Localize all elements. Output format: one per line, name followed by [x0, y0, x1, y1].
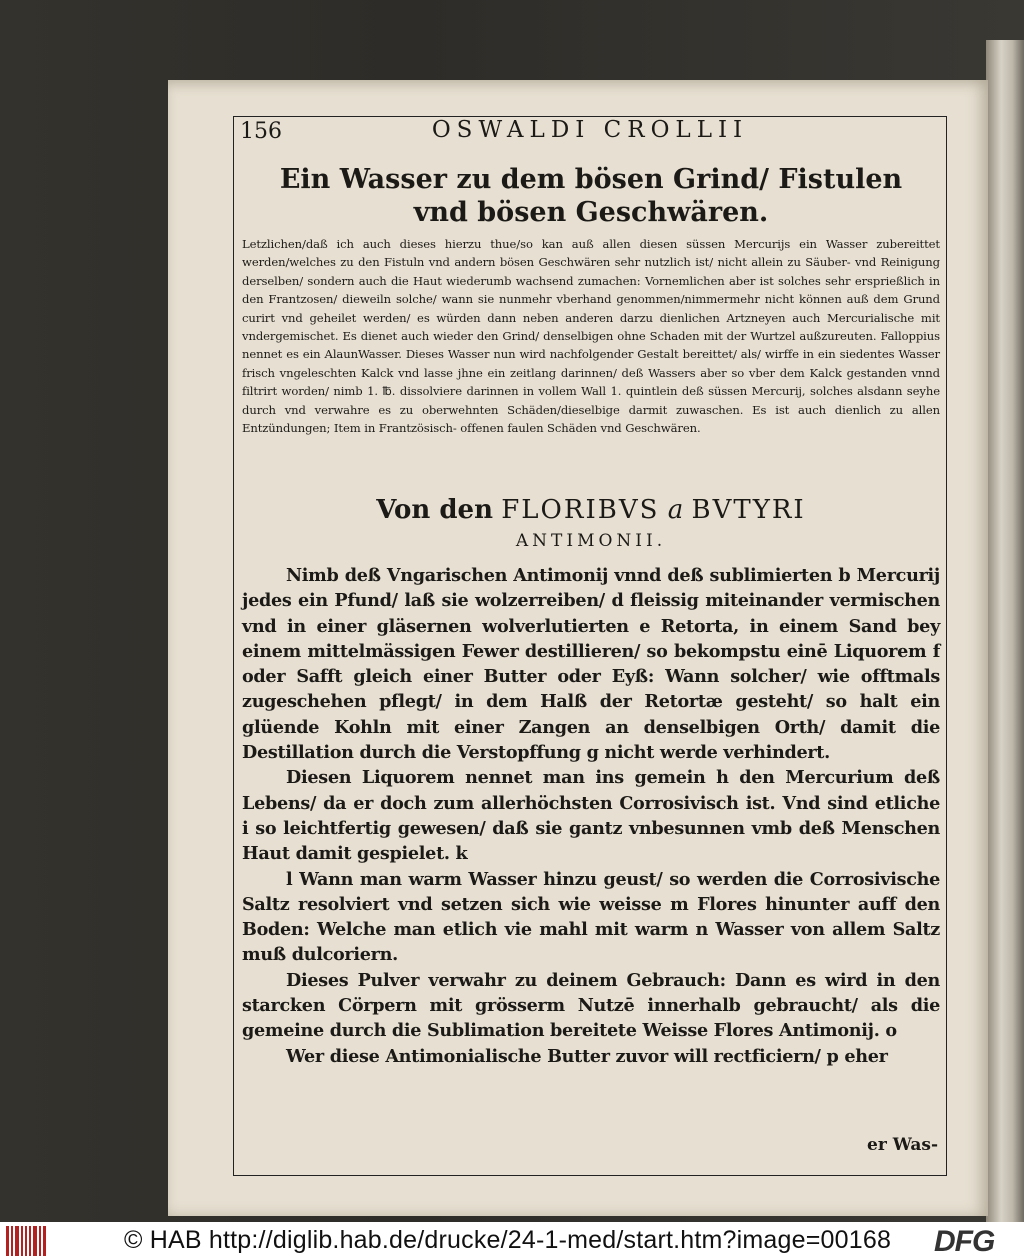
viewer-footer — [0, 1222, 1024, 1260]
body-paragraph: Wer diese Antimonialische Butter zuvor will rectficiern/ p eher — [286, 1045, 888, 1067]
running-head: OSWALDI CROLLII — [431, 117, 749, 143]
page-edge — [986, 40, 1024, 1222]
section-paragraph-water: Letzlichen/daß ich auch dieses hierzu thue/so kan auß allen diesen süssen Mercurijs ein Wasser zubereittet werden/welches zu den Fistuln vnd andern bösen Geschwären sehr nutzlich ist/ nicht allein zu Säuber- vnd Reinigung derselben/ sondern auch die Haut wiederumb wachsend zumachen: Vornemlichen aber ist solches sehr ersprießlich in den Frantzosen/ dieweiln solche/ wann sie nunmehr vberhand genommen/nimmermehr nicht können auß dem Grund curirt vnd geheilet werden/ es würden dann neben anderen darzu dienlichen Artzneyen auch Mercurialische mit vndergemischet. Es dienet auch wieder den Grind/ denselbigen ohne Schaden mit der Wurtzel außzureuten. Falloppius nennet es ein AlaunWasser. Dieses Wasser nun wird nachfolgender Gestalt bereittet/ als/ wirffe in ein siedentes Wasser frisch vngeleschten Kalck vnd lasse jhne ein zeitlang darinnen/ deß Wassers aber so vber dem Kalck gestanden vnnd filtrirt worden/ nimb 1. ℔. dissolviere darinnen in vollem Wall 1. quintlein deß süssen Mercurij, solches alsdann seyhe durch vnd verwahre es zu oberwehnten Schäden/dieselbige darmit zuwaschen. Es ist auch dienlich zu allen Entzündungen; Item in Frantzösisch- offenen faulen Schäden vnd Geschwären. — [242, 237, 940, 436]
page-number: 156 — [240, 119, 282, 144]
book-page — [168, 80, 988, 1216]
hab-barcode-icon — [6, 1226, 46, 1256]
body-paragraph: Diesen Liquorem nennet man ins gemein h den Mercurium deß Lebens/ da er doch zum allerhöchsten Corrosivisch ist. Vnd sind etliche i so leichtfertig gewesen/ daß sie gantz vnbesunnen vmb deß Menschen Haut damit gespielet. k — [242, 767, 940, 865]
body-paragraph: l Wann man warm Wasser hinzu geust/ so werden die Corrosivische Saltz resolviert vnd setzen sich wie weisse m Flores hinunter auff den Boden: Welche man etlich vie mahl mit warm n Wasser von allem Saltz muß dulcoriern. — [242, 868, 940, 966]
body-paragraph: Nimb deß Vngarischen Antimonij vnnd deß sublimierten b Mercurij jedes ein Pfund/ laß sie wolzerreiben/ d fleissig miteinander vermischen vnd in einer gläsernen wolverlutierten e Retorta, in einem Sand bey einem mittelmässigen Fewer destillieren/ so bekompstu einē Liquorem f oder Safft gleich einer Butter oder Eyß: Wann solcher/ wie offtmals zugeschehen pflegt/ in dem Halß der Retortæ gesteht/ so halt ein glüende Kohln mit einer Zangen an denselbigen Orth/ damit die Destillation durch die Verstopffung g nicht werde verhindert. — [242, 565, 940, 764]
dfg-logo: DFG — [934, 1225, 995, 1258]
title-roman-part: FLORIBVS — [501, 495, 660, 525]
section-subtitle: ANTIMONII. — [515, 531, 667, 551]
body-paragraph: Dieses Pulver verwahr zu deinem Gebrauch: Dann es wird in den starcken Cörpern mit grösserm Nutzē innerhalb gebraucht/ als die gemeine durch die Sublimation bereitete Weisse Flores Antimonij. o — [242, 969, 940, 1042]
catchword: er Was- — [867, 1135, 938, 1155]
citation-link[interactable]: © HAB http://diglib.hab.de/drucke/24-1-med/start.htm?image=00168 — [124, 1226, 892, 1254]
section-title-water: Ein Wasser zu dem bösen Grind/ Fistulen vnd bösen Geschwären. — [279, 164, 903, 228]
section-title-floribus — [254, 495, 928, 525]
title-fraktur-part: Von den — [376, 495, 493, 525]
text-frame — [233, 116, 947, 1176]
page-header — [234, 117, 946, 151]
body-text — [242, 563, 940, 1069]
title-roman-part-2: BVTYRI — [691, 495, 806, 525]
title-a-part: a — [667, 495, 684, 525]
